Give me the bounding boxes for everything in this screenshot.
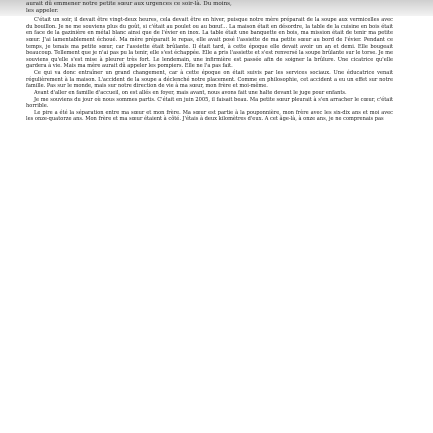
paragraph: Le pire a été la séparation entre ma sœur et mon frère. Ma sœur est partie à la pouponnière, mon frère avec les six-dix ans et moi avec les onze-quatorze ans. Mon frère et ma sœur étaient à côté. J'étais à deux kilomètres d'eux. A cet âge-là, à onze ans, je ne comprenais pas xyxy=(26,109,393,123)
paragraph: Je me souviens du jour où nous sommes partis. C'était en juin 2005, il faisait beau. Ma petite sœur pleurait à s'en arracher le cœur, c'était horrible. xyxy=(26,96,393,110)
paragraph: Ce qui va donc entraîner un grand changement, car à cette époque on était suivis par les services sociaux. Une éducatrice venait régulièrement à la maison. L'accident de la soupe a déclenché notre placement. Comme en philosophie, cet accident a eu un effet sur notre famille. Pas sur le monde, mais sur notre direction de vie à ma sœur, mon frère et moi-même. xyxy=(26,70,393,90)
previous-page-line: les appeler. xyxy=(26,8,59,14)
paragraph: C'était un soir, il devait être vingt-deux heures, cela devait être en hiver, puisque notre mère préparait de la soupe aux vermicelles avec du bouillon. Je ne me souviens plus du goût, si c'était au poulet ou au bœuf… La maison était en désordre, la table de la cuisine en bois était en face de la gazinière en métal blanc ainsi que de l'évier en inox. La table était une banquette en bois, ma mission était de tenir ma petite sœur. J'ai lamentablement échoué. Ma mère préparait le repas, elle avait posé l'assiette de ma petite sœur au bord de l'évier. Pendant ce temps, je tenais ma petite sœur, car l'assiette était brûlante. Il était tard, à cette époque elle devait avoir un an et demi. Elle bougeait beaucoup. Tellement que je n'ai pas pu la tenir, elle s'est échappée. Elle a pris l'assiette et s'est renversé la soupe brûlante sur le torse. Je me souviens qu'elle s'est mise à pleurer très fort. Le lendemain, une infirmière est passée afin de soigner la brûlure. Une cicatrice qu'elle gardera à vie. Mais ma mère aurait dû appeler les pompiers. Elle ne l'a pas fait. xyxy=(26,17,393,70)
paragraph: Avant d'aller en famille d'accueil, on est allés en foyer, mais avant, nous avons fait une halte devant le juge pour enfants. xyxy=(34,89,347,96)
document-body xyxy=(26,17,393,123)
previous-page-strip xyxy=(0,0,433,16)
previous-page-line: aurait dû emmener notre petite sœur aux urgences ce soir-là. Du moins, xyxy=(26,1,232,7)
